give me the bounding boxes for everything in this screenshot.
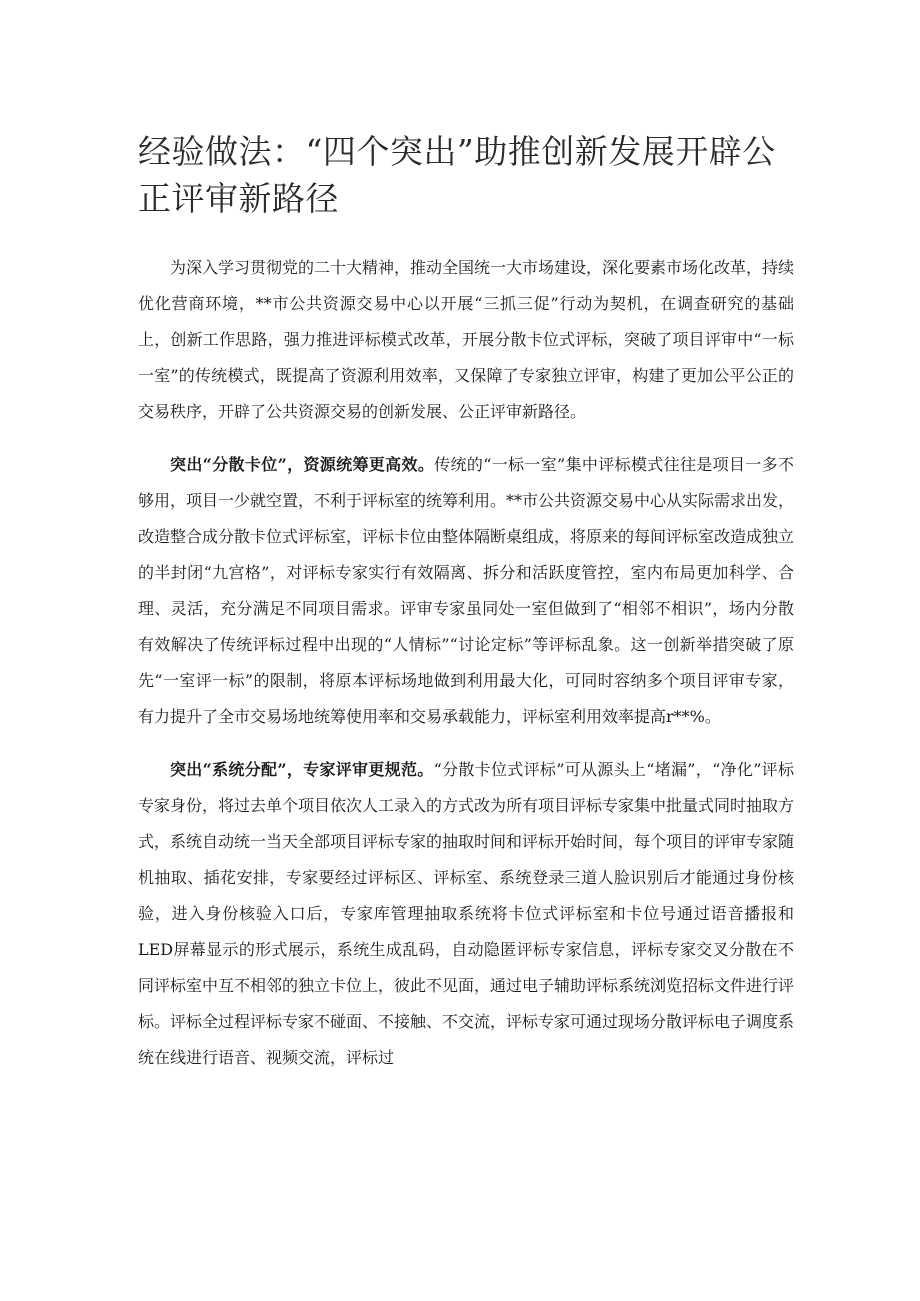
document-body [138, 250, 794, 1093]
paragraph-system-allocation [138, 752, 794, 1076]
paragraph-lead: 突出“分散卡位”，资源统筹更高效。 [170, 455, 435, 474]
paragraph-text: 为深入学习贯彻党的二十大精神，推动全国统一大市场建设，深化要素市场化改革，持续优化营商环境，**市公共资源交易中心以开展“三抓三促”行动为契机，在调查研究的基础上，创新工作思路，强力推进评标模式改革，开展分散卡位式评标，突破了项目评审中“一标一室”的传统模式，既提高了资源利用效率，又保障了专家独立评审，构建了更加公平公正的交易秩序，开辟了公共资源交易的创新发展、公正评审新路径。 [138, 258, 795, 421]
paragraph-text: 传统的“一标一室”集中评标模式往往是项目一多不够用，项目一少就空置，不利于评标室的统筹利用。**市公共资源交易中心从实际需求出发，改造整合成分散卡位式评标室，评标卡位由整体隔断桌组成，将原来的每间评标室改造成独立的半封闭“九宫格”，对评标专家实行有效隔离、拆分和活跃度管控，室内布局更加科学、合理、灵活，充分满足不同项目需求。评审专家虽同处一室但做到了“相邻不相识”，场内分散有效解决了传统评标过程中出现的“人情标”“讨论定标”等评标乱象。这一创新举措突破了原先“一室评一标”的限制，将原本评标场地做到利用最大化，可同时容纳多个项目评审专家，有力提升了全市交易场地统筹使用率和交易承载能力，评标室利用效率提高r**%。 [138, 455, 795, 726]
paragraph-dispersed-booths [138, 447, 794, 735]
paragraph-intro [138, 250, 794, 430]
document-title: 经验做法：“四个突出”助推创新发展开辟公正评审新路径 [138, 132, 776, 218]
paragraph-lead: 突出“系统分配”，专家评审更规范。 [170, 760, 434, 779]
paragraph-text: “分散卡位式评标”可从源头上“堵漏”，“净化”评标专家身份，将过去单个项目依次人工录入的方式改为所有项目评标专家集中批量式同时抽取方式，系统自动统一当天全部项目评标专家的抽取时间和评标开始时间，每个项目的评审专家随机抽取、插花安排，专家要经过评标区、评标室、系统登录三道人脸识别后才能通过身份核验，进入身份核验入口后，专家库管理抽取系统将卡位式评标室和卡位号通过语音播报和LED屏幕显示的形式展示，系统生成乱码，自动隐匿评标专家信息，评标专家交叉分散在不同评标室中互不相邻的独立卡位上，彼此不见面，通过电子辅助评标系统浏览招标文件进行评标。评标全过程评标专家不碰面、不接触、不交流，评标专家可通过现场分散评标电子调度系统在线进行语音、视频交流，评标过 [138, 760, 795, 1067]
